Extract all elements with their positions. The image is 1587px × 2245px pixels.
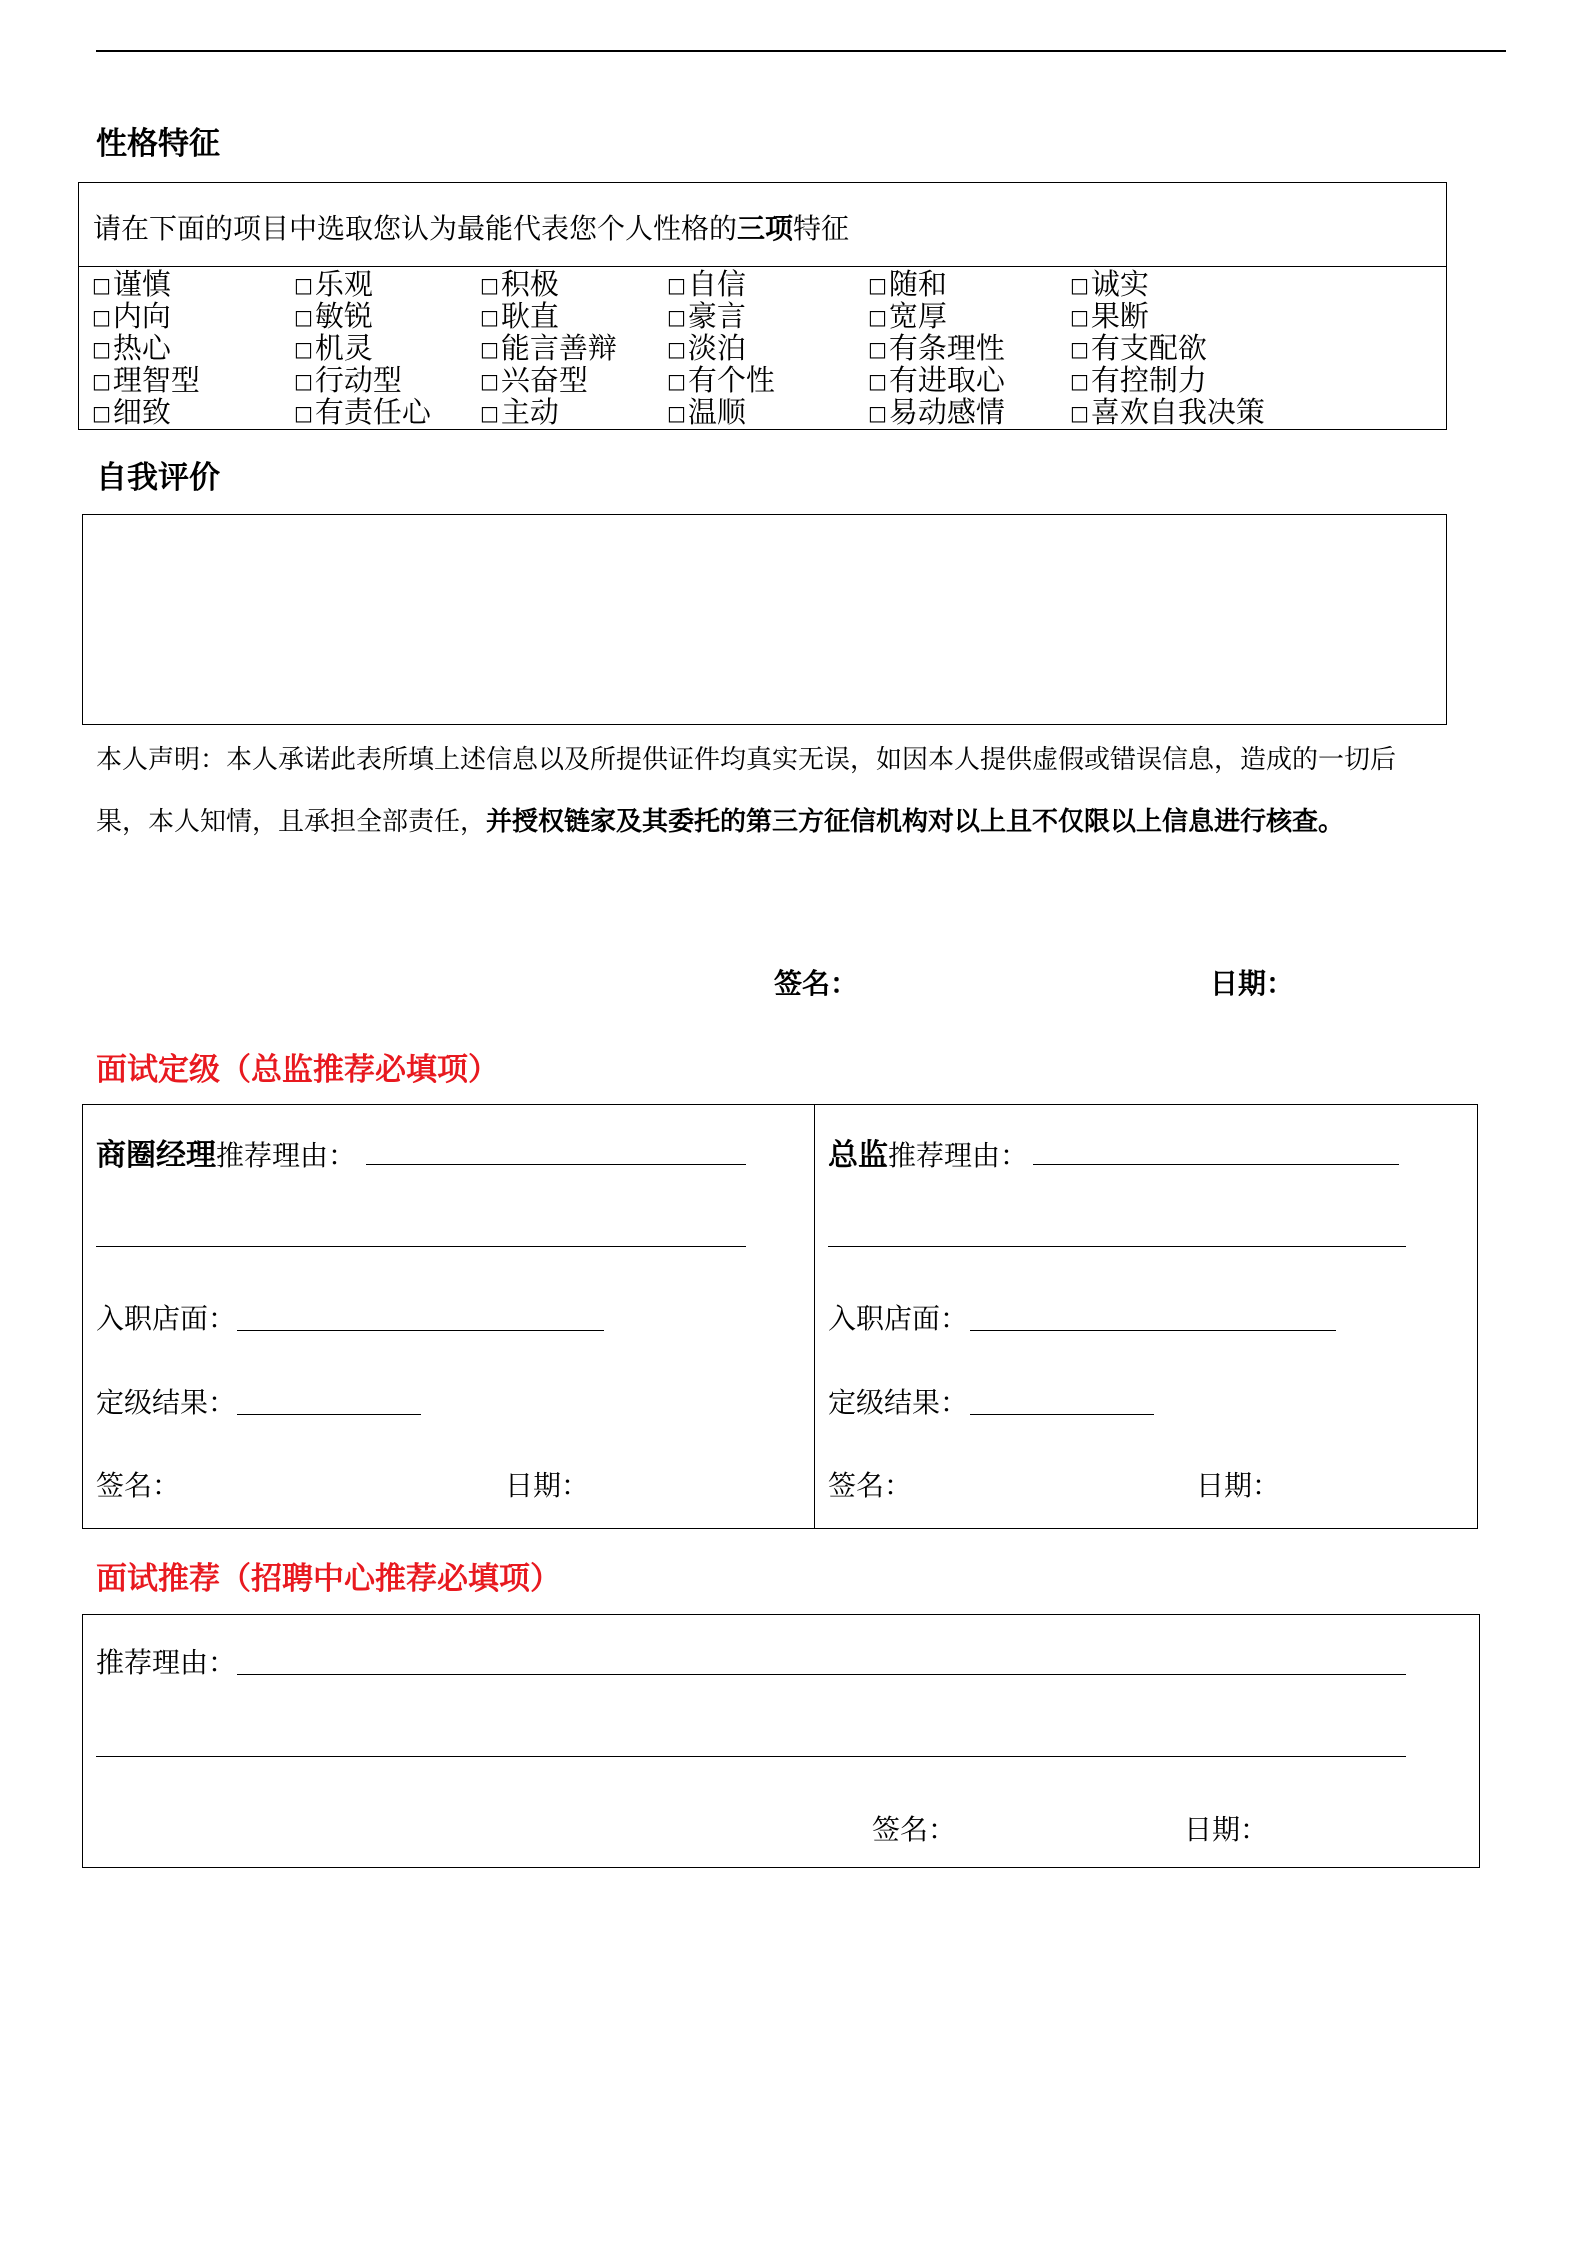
checkbox-icon[interactable]: □ <box>480 369 499 393</box>
trait-label: 行动型 <box>314 363 402 397</box>
checkbox-icon[interactable]: □ <box>868 369 887 393</box>
checkbox-icon[interactable]: □ <box>868 305 887 329</box>
trait-option[interactable] <box>1070 364 1207 397</box>
checkbox-icon[interactable]: □ <box>868 401 887 425</box>
trait-option[interactable] <box>1070 268 1149 301</box>
trait-label: 喜欢自我决策 <box>1090 395 1265 429</box>
checkbox-icon[interactable]: □ <box>1070 401 1089 425</box>
trait-option[interactable] <box>667 300 746 333</box>
self-eval-heading: 自我评价 <box>96 460 220 496</box>
trait-option[interactable] <box>667 396 746 429</box>
trait-label: 有责任心 <box>314 395 431 429</box>
checkbox-icon[interactable]: □ <box>868 273 887 297</box>
checkbox-icon[interactable]: □ <box>1070 273 1089 297</box>
manager-reason-line1[interactable] <box>366 1164 746 1165</box>
recommend-date-label: 日期： <box>1184 1813 1269 1846</box>
checkbox-icon[interactable]: □ <box>92 305 111 329</box>
trait-label: 自信 <box>687 267 746 301</box>
trait-label: 有控制力 <box>1090 363 1207 397</box>
checkbox-icon[interactable]: □ <box>480 305 499 329</box>
checkbox-icon[interactable]: □ <box>294 273 313 297</box>
checkbox-icon[interactable]: □ <box>480 337 499 361</box>
recommend-heading: 面试推荐（招聘中心推荐必填项） <box>96 1561 561 1597</box>
trait-option[interactable] <box>1070 332 1207 365</box>
recommend-box <box>82 1614 1480 1868</box>
trait-option[interactable] <box>294 332 373 365</box>
trait-label: 豪言 <box>687 299 746 333</box>
director-result-label: 定级结果： <box>828 1386 969 1419</box>
trait-option[interactable] <box>294 300 373 333</box>
trait-label: 宽厚 <box>888 299 947 333</box>
recommend-reason-line2[interactable] <box>96 1756 1406 1757</box>
manager-date-label: 日期： <box>505 1469 590 1502</box>
trait-option[interactable] <box>868 332 1005 365</box>
traits-instruction: 请在下面的项目中选取您认为最能代表您个人性格的三项特征 <box>93 212 850 245</box>
trait-option[interactable] <box>480 332 617 365</box>
trait-label: 乐观 <box>314 267 373 301</box>
checkbox-icon[interactable]: □ <box>294 305 313 329</box>
trait-option[interactable] <box>294 396 431 429</box>
trait-label: 机灵 <box>314 331 373 365</box>
trait-label: 理智型 <box>112 363 200 397</box>
director-sign-label: 签名： <box>828 1469 913 1502</box>
trait-option[interactable] <box>1070 300 1149 333</box>
trait-label: 兴奋型 <box>500 363 588 397</box>
checkbox-icon[interactable]: □ <box>294 369 313 393</box>
declaration-line2: 果，本人知情，且承担全部责任，并授权链家及其委托的第三方征信机构对以上且不仅限以上信息进行核查。 <box>96 807 1345 837</box>
trait-label: 淡泊 <box>687 331 746 365</box>
recommend-reason-label: 推荐理由： <box>96 1646 237 1679</box>
traits-heading: 性格特征 <box>96 126 220 162</box>
trait-label: 有进取心 <box>888 363 1005 397</box>
manager-result-input[interactable] <box>237 1414 421 1415</box>
trait-option[interactable] <box>667 364 775 397</box>
director-store-label: 入职店面： <box>828 1302 969 1335</box>
checkbox-icon[interactable]: □ <box>667 305 686 329</box>
trait-option[interactable] <box>667 332 746 365</box>
trait-option[interactable] <box>92 268 171 301</box>
trait-label: 有支配欲 <box>1090 331 1207 365</box>
checkbox-icon[interactable]: □ <box>667 369 686 393</box>
manager-store-input[interactable] <box>237 1330 604 1331</box>
grading-heading: 面试定级（总监推荐必填项） <box>96 1052 499 1088</box>
checkbox-icon[interactable]: □ <box>92 401 111 425</box>
trait-label: 主动 <box>500 395 559 429</box>
manager-store-label: 入职店面： <box>96 1302 237 1335</box>
director-date-label: 日期： <box>1196 1469 1281 1502</box>
declaration-line1: 本人声明：本人承诺此表所填上述信息以及所提供证件均真实无误，如因本人提供虚假或错误信息，造成的一切后 <box>96 745 1397 775</box>
trait-label: 温顺 <box>687 395 746 429</box>
grading-box-divider <box>814 1105 815 1528</box>
trait-label: 有个性 <box>687 363 775 397</box>
traits-box-divider <box>79 266 1446 267</box>
trait-option[interactable] <box>92 332 171 365</box>
trait-option[interactable] <box>868 396 1005 429</box>
trait-option[interactable] <box>480 300 559 333</box>
trait-label: 敏锐 <box>314 299 373 333</box>
trait-label: 果断 <box>1090 299 1149 333</box>
checkbox-icon[interactable]: □ <box>667 273 686 297</box>
trait-label: 耿直 <box>500 299 559 333</box>
declaration-sign-label: 签名： <box>774 967 859 1000</box>
trait-option[interactable] <box>1070 396 1265 429</box>
trait-label: 有条理性 <box>888 331 1005 365</box>
trait-label: 易动感情 <box>888 395 1005 429</box>
trait-option[interactable] <box>294 268 373 301</box>
trait-option[interactable] <box>92 364 200 397</box>
manager-reason-label: 商圈经理推荐理由： <box>96 1138 357 1173</box>
trait-label: 细致 <box>112 395 171 429</box>
checkbox-icon[interactable]: □ <box>92 273 111 297</box>
trait-label: 谨慎 <box>112 267 171 301</box>
checkbox-icon[interactable]: □ <box>294 401 313 425</box>
manager-sign-label: 签名： <box>96 1469 181 1502</box>
checkbox-icon[interactable]: □ <box>667 401 686 425</box>
trait-label: 积极 <box>500 267 559 301</box>
top-divider <box>96 50 1506 52</box>
trait-option[interactable] <box>667 268 746 301</box>
trait-option[interactable] <box>294 364 402 397</box>
trait-option[interactable] <box>480 268 559 301</box>
trait-option[interactable] <box>92 396 171 429</box>
trait-option[interactable] <box>868 364 1005 397</box>
director-result-input[interactable] <box>970 1414 1154 1415</box>
director-reason-line1[interactable] <box>1033 1164 1399 1165</box>
trait-option[interactable] <box>480 364 588 397</box>
checkbox-icon[interactable]: □ <box>1070 369 1089 393</box>
manager-reason-line2[interactable] <box>96 1246 746 1247</box>
checkbox-icon[interactable]: □ <box>1070 337 1089 361</box>
declaration-date-label: 日期： <box>1210 967 1295 1000</box>
checkbox-icon[interactable]: □ <box>480 401 499 425</box>
checkbox-icon[interactable]: □ <box>92 369 111 393</box>
trait-label: 随和 <box>888 267 947 301</box>
trait-label: 热心 <box>112 331 171 365</box>
recommend-reason-line1[interactable] <box>237 1674 1406 1675</box>
checkbox-icon[interactable]: □ <box>667 337 686 361</box>
checkbox-icon[interactable]: □ <box>480 273 499 297</box>
self-eval-textbox[interactable] <box>82 514 1447 725</box>
checkbox-icon[interactable]: □ <box>868 337 887 361</box>
trait-label: 能言善辩 <box>500 331 617 365</box>
checkbox-icon[interactable]: □ <box>92 337 111 361</box>
director-store-input[interactable] <box>970 1330 1336 1331</box>
trait-label: 诚实 <box>1090 267 1149 301</box>
recommend-sign-label: 签名： <box>872 1813 957 1846</box>
director-reason-line2[interactable] <box>828 1246 1406 1247</box>
trait-option[interactable] <box>868 268 947 301</box>
manager-result-label: 定级结果： <box>96 1386 237 1419</box>
trait-option[interactable] <box>868 300 947 333</box>
checkbox-icon[interactable]: □ <box>1070 305 1089 329</box>
trait-label: 内向 <box>112 299 171 333</box>
director-reason-label: 总监推荐理由： <box>828 1138 1029 1173</box>
trait-option[interactable] <box>480 396 559 429</box>
checkbox-icon[interactable]: □ <box>294 337 313 361</box>
trait-option[interactable] <box>92 300 171 333</box>
